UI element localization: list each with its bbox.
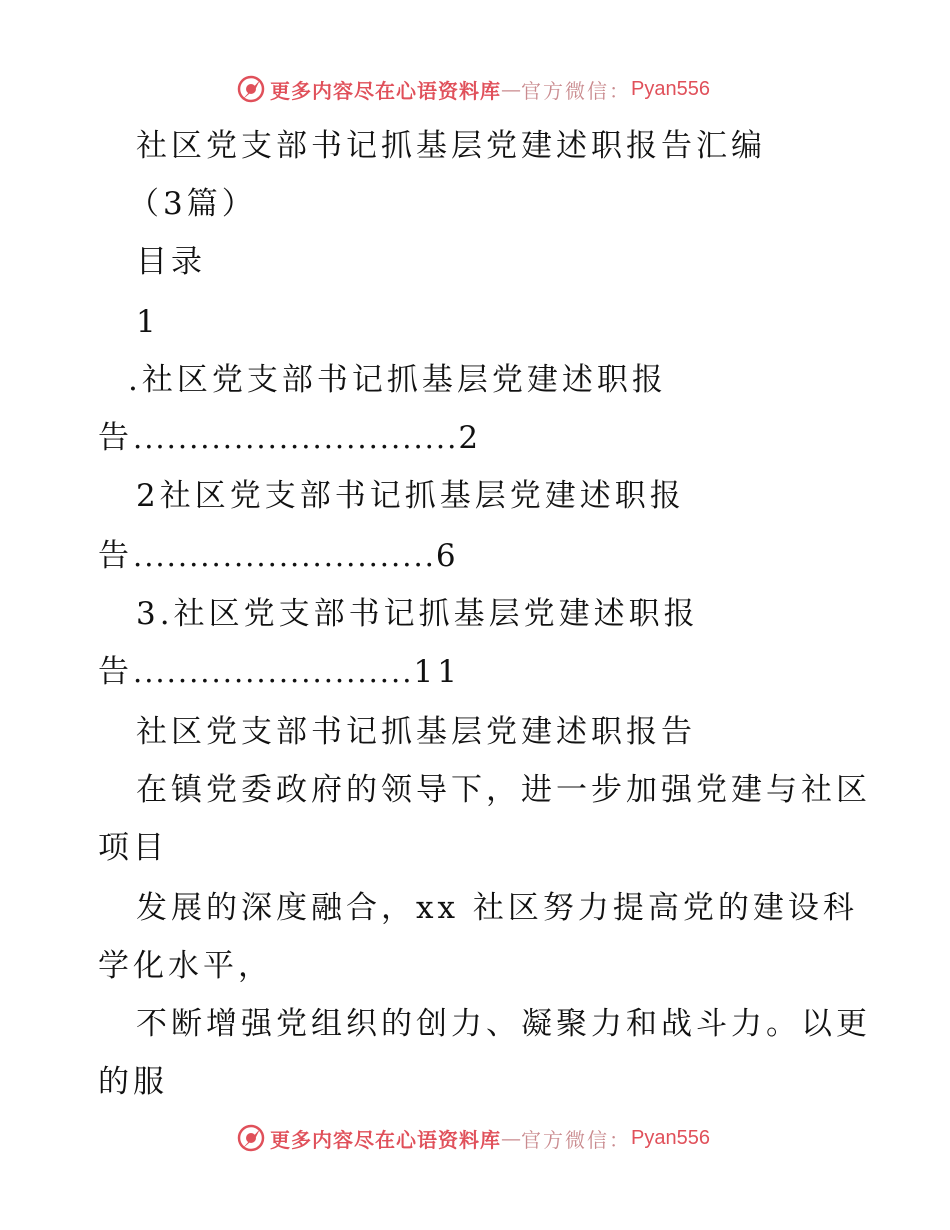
paragraph-1-line: 在镇党委政府的领导下，进一步加强党建与社区	[136, 772, 871, 808]
toc-heading: 目录	[136, 244, 206, 280]
paragraph-2-cont: 学化水平，	[98, 948, 273, 984]
paragraph-3-line: 不断增强党组织的创力、凝聚力和战斗力。以更	[136, 1006, 871, 1042]
toc-item-1-dots: .............................	[133, 421, 459, 455]
toc-item-3-line[interactable]	[98, 652, 461, 692]
toc-item-2-line[interactable]	[98, 536, 460, 576]
toc-item-3-title[interactable]: 3.社区党支部书记抓基层党建述职报	[136, 596, 699, 632]
toc-item-3-cont: 告	[98, 654, 133, 690]
quill-logo-icon	[236, 1123, 266, 1153]
watermark-official-label: 官方微信：	[521, 78, 631, 103]
toc-item-3-dots: .........................	[133, 655, 414, 689]
toc-item-1-cont: 告	[98, 420, 133, 456]
toc-item-2-cont: 告	[98, 538, 133, 574]
watermark-footer	[236, 1121, 710, 1155]
watermark-official-label: 官方微信：	[521, 1127, 631, 1152]
toc-item-3-page: 11	[413, 654, 461, 690]
toc-item-2-page: 6	[435, 538, 460, 574]
paragraph-3-cont: 的服	[98, 1064, 168, 1100]
toc-item-1-line[interactable]	[98, 418, 482, 458]
paragraph-2-line: 发展的深度融合，xx 社区努力提高党的建设科	[136, 890, 858, 926]
watermark-site: 更多内容尽在心语资料库	[270, 78, 501, 103]
paragraph-1-cont: 项目	[98, 830, 168, 866]
watermark-separator: —	[501, 77, 521, 101]
quill-logo-icon	[236, 74, 266, 104]
toc-item-1-page: 2	[458, 420, 483, 456]
toc-item-1-title[interactable]: .社区党支部书记抓基层党建述职报	[128, 362, 667, 398]
toc-number: 1	[136, 304, 160, 340]
toc-item-2-dots: ...........................	[133, 539, 436, 573]
document-count: （3篇）	[128, 186, 257, 222]
watermark-wechat-id: Pyan556	[631, 1126, 710, 1149]
watermark-wechat-id: Pyan556	[631, 77, 710, 100]
watermark-header	[236, 72, 710, 106]
watermark-separator: —	[501, 1126, 521, 1150]
watermark-site: 更多内容尽在心语资料库	[270, 1127, 501, 1152]
toc-item-2-title[interactable]: 2社区党支部书记抓基层党建述职报	[136, 478, 685, 514]
section-title: 社区党支部书记抓基层党建述职报告	[136, 714, 696, 750]
document-title: 社区党支部书记抓基层党建述职报告汇编	[136, 128, 766, 164]
